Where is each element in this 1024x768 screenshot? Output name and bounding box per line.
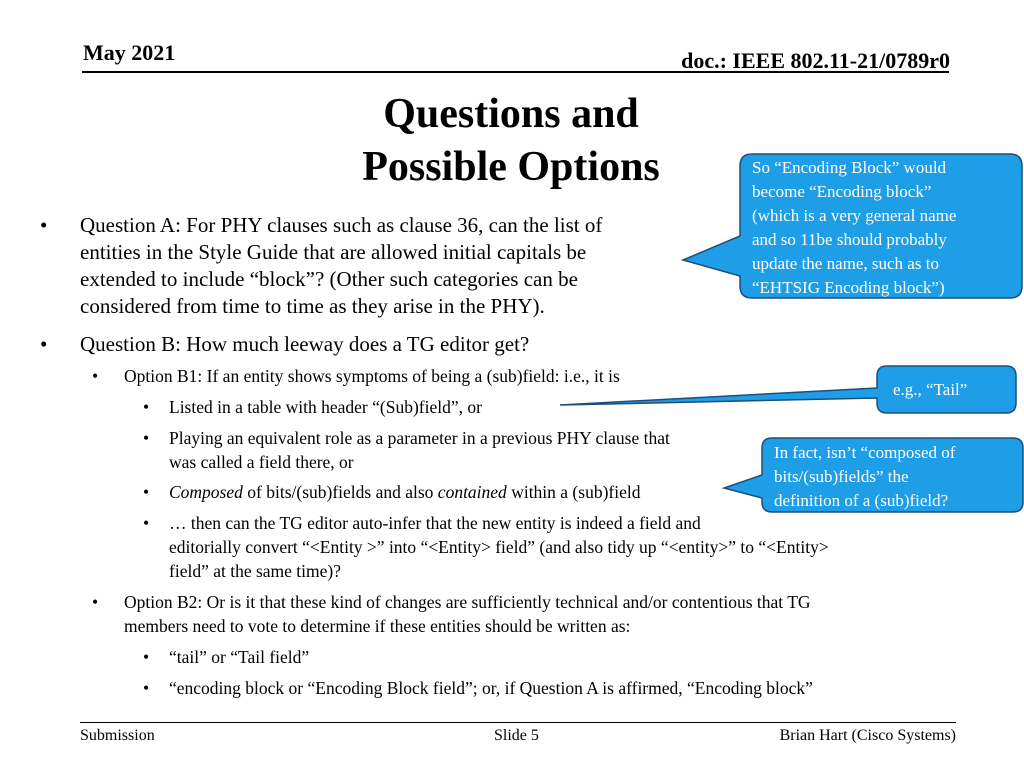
b2-item-tail: “tail” or “Tail field” [169, 647, 310, 667]
bullet-dot: • [143, 482, 150, 502]
callout-1-line: (which is a very general name [752, 206, 957, 225]
title-line-1: Questions and [383, 91, 639, 137]
b1-item-playing: Playing an equivalent role as a parameter in a previous PHY clause that [169, 428, 670, 448]
bullet-dot: • [40, 213, 48, 237]
callout-3-line: definition of a (sub)field? [774, 491, 949, 510]
callout-1-line: and so 11be should probably [752, 230, 947, 249]
composed-text: of bits/(sub)fields and also [242, 482, 438, 502]
b1-item-composed [169, 482, 640, 503]
bullet-dot: • [143, 428, 150, 448]
question-a-line: extended to include “block”? (Other such categories can be [80, 267, 578, 291]
callout-3-line: bits/(sub)fields” the [774, 467, 909, 486]
composed-emphasis: Composed [169, 482, 243, 502]
b1-item-listed: Listed in a table with header “(Sub)field”, or [169, 397, 482, 417]
option-b1-line: Option B1: If an entity shows symptoms of being a (sub)field: i.e., it is [124, 366, 620, 386]
question-b-line: Question B: How much leeway does a TG editor get? [80, 332, 530, 356]
bullet-dot: • [143, 647, 150, 667]
b1-item-playing: was called a field there, or [169, 452, 354, 472]
question-a-line: considered from time to time as they arise in the PHY). [80, 294, 545, 318]
footer-slide-number: Slide 5 [494, 727, 539, 744]
header-doc-id: doc.: IEEE 802.11-21/0789r0 [681, 48, 950, 73]
footer-author: Brian Hart (Cisco Systems) [779, 727, 956, 744]
callout-1-line: update the name, such as to [752, 254, 939, 273]
callout-3-line: In fact, isn’t “composed of [774, 443, 956, 462]
footer-submission: Submission [80, 727, 155, 744]
b1-item-then: field” at the same time)? [169, 561, 342, 581]
question-a-line: Question A: For PHY clauses such as clause 36, can the list of [80, 213, 603, 237]
bullet-dot: • [143, 678, 150, 698]
b1-item-then: editorially convert “<Entity >” into “<Entity> field” (and also tidy up “<entity>” to “<Entity> [169, 537, 829, 557]
option-b2-line: members need to vote to determine if these entities should be written as: [124, 616, 631, 636]
composed-text: within a (sub)field [506, 482, 641, 502]
option-b2-line: Option B2: Or is it that these kind of changes are sufficiently technical and/or contentious that TG [124, 592, 811, 612]
bullet-dot: • [40, 332, 48, 356]
b2-item-encoding: “encoding block or “Encoding Block field”; or, if Question A is affirmed, “Encoding block” [169, 678, 813, 698]
b1-item-then: … then can the TG editor auto-infer that the new entity is indeed a field and [169, 513, 701, 533]
contained-emphasis: contained [437, 482, 507, 502]
bullet-dot: • [143, 513, 150, 533]
callout-2-line: e.g., “Tail” [893, 380, 968, 399]
callout-1-line: “EHTSIG Encoding block”) [752, 278, 945, 297]
question-a-line: entities in the Style Guide that are allowed initial capitals be [80, 240, 587, 264]
header-date: May 2021 [83, 40, 176, 65]
bullet-dot: • [92, 366, 99, 386]
callout-1-line: become “Encoding block” [752, 182, 932, 201]
bullet-dot: • [143, 397, 150, 417]
title-line-2: Possible Options [362, 144, 660, 190]
callout-1-line: So “Encoding Block” would [752, 158, 947, 177]
bullet-dot: • [92, 592, 99, 612]
footer-rule [80, 722, 956, 723]
